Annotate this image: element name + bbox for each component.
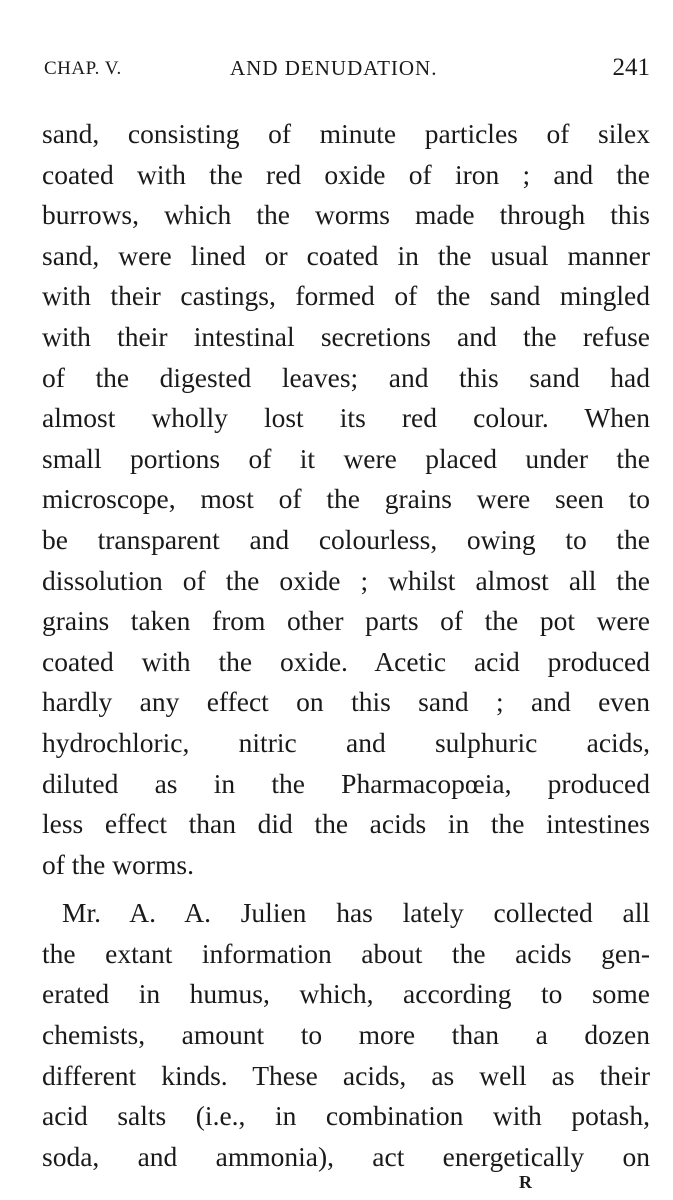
- text-line: coated with the oxide. Acetic acid produced: [42, 645, 650, 677]
- text-line: Mr. A. A. Julien has lately collected all: [62, 897, 650, 929]
- text-line: with their castings, formed of the sand mingled: [42, 280, 650, 312]
- page-header: [44, 52, 650, 86]
- text-line: be transparent and colourless, owing to the: [42, 523, 650, 555]
- text-line: the extant information about the acids gen-: [42, 937, 650, 969]
- text-line: almost wholly lost its red colour. When: [42, 402, 650, 434]
- chapter-label: CHAP. V.: [44, 58, 122, 79]
- text-line: sand, consisting of minute particles of silex: [42, 118, 650, 149]
- text-line: hardly any effect on this sand ; and even: [42, 686, 650, 718]
- text-line: with their intestinal secretions and the refuse: [42, 320, 650, 352]
- body-text: [42, 114, 650, 1177]
- text-line: erated in humus, which, according to some: [42, 978, 650, 1010]
- text-line: of the digested leaves; and this sand had: [42, 361, 650, 393]
- signature-mark: R: [519, 1172, 532, 1192]
- text-line: soda, and ammonia), act energetically on: [42, 1140, 650, 1172]
- text-line: acid salts (i.e., in combination with potash,: [42, 1100, 650, 1132]
- text-line: burrows, which the worms made through this: [42, 199, 650, 231]
- text-line: microscope, most of the grains were seen to: [42, 483, 650, 515]
- running-title: AND DENUDATION.: [230, 56, 438, 80]
- text-line: dissolution of the oxide ; whilst almost all the: [42, 564, 650, 596]
- text-line: of the worms.: [42, 848, 194, 880]
- text-line: coated with the red oxide of iron ; and the: [42, 158, 650, 190]
- text-line: chemists, amount to more than a dozen: [42, 1019, 650, 1051]
- text-line: less effect than did the acids in the intestines: [42, 808, 650, 840]
- paragraph-2: [42, 893, 650, 1177]
- paragraph-1: [42, 114, 650, 885]
- text-line: small portions of it were placed under the: [42, 442, 650, 474]
- text-line: diluted as in the Pharmacopœia, produced: [42, 767, 650, 799]
- text-line: sand, were lined or coated in the usual manner: [42, 239, 650, 271]
- text-line: different kinds. These acids, as well as their: [42, 1059, 650, 1091]
- text-line: grains taken from other parts of the pot were: [42, 605, 650, 637]
- page-number: 241: [612, 54, 650, 81]
- text-line: hydrochloric, nitric and sulphuric acids,: [42, 726, 650, 758]
- paragraph-gap: [42, 885, 650, 893]
